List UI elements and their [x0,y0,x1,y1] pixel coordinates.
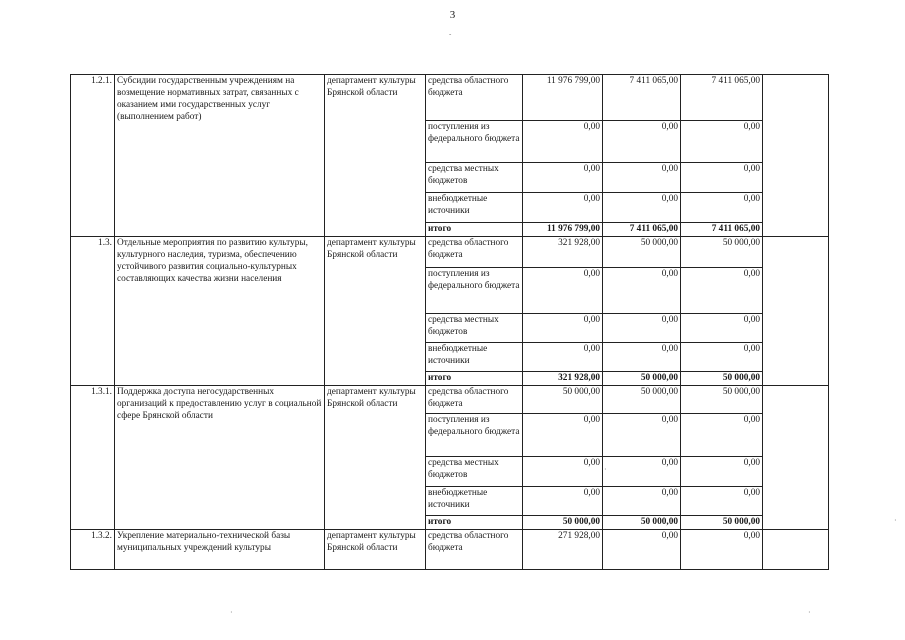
amount-year-1: 0,00 [523,313,603,342]
amount-year-1: 0,00 [523,413,603,456]
item-code: 1.3. [71,236,115,385]
item-name: Отдельные мероприятия по развитию культуры, культурного наследия, туризма, обеспечению устойчивого развития социально-культурных составляющих качества жизни населения [115,236,325,385]
item-name: Укрепление материально-технической базы муниципальных учреждений культуры [115,529,325,569]
funding-source: средства областного бюджета [426,529,523,569]
total-year-1: 50 000,00 [523,515,603,529]
item-name: Субсидии государственным учреждениям на возмещение нормативных затрат, связанных с оказанием ими государственных услуг (выполнением работ) [115,75,325,237]
scan-speck: · [894,516,897,525]
total-year-3: 50 000,00 [681,371,763,385]
item-code: 1.3.2. [71,529,115,569]
item-executor: департамент культуры Брянской области [325,529,426,569]
amount-year-1: 0,00 [523,342,603,371]
table-row [71,236,829,267]
item-executor: департамент культуры Брянской области [325,236,426,385]
amount-year-2: 50 000,00 [603,385,681,413]
funding-source: поступления из федерального бюджета [426,267,523,313]
amount-year-3: 0,00 [681,456,763,486]
table-row [71,75,829,121]
page-tick-mark: - [449,30,452,38]
total-year-3: 7 411 065,00 [681,223,763,237]
amount-year-3: 0,00 [681,313,763,342]
amount-year-2: 7 411 065,00 [603,75,681,121]
amount-year-1: 0,00 [523,163,603,193]
amount-year-2: 0,00 [603,193,681,223]
amount-year-2: 0,00 [603,121,681,163]
funding-source: средства областного бюджета [426,385,523,413]
table-row [71,529,829,569]
amount-year-3: 0,00 [681,193,763,223]
amount-year-1: 11 976 799,00 [523,75,603,121]
funding-source: средства местных бюджетов [426,313,523,342]
amount-year-2: 50 000,00 [603,236,681,267]
total-year-1: 321 928,00 [523,371,603,385]
amount-year-1: 0,00 [523,267,603,313]
page-number: 3 [449,9,456,21]
total-label: итого [426,515,523,529]
amount-year-2: 0,00 [603,529,681,569]
amount-year-3: 0,00 [681,529,763,569]
funding-source: поступления из федерального бюджета [426,121,523,163]
amount-year-1: 321 928,00 [523,236,603,267]
amount-year-2: 0,00 [603,342,681,371]
amount-year-1: 271 928,00 [523,529,603,569]
funding-source: поступления из федерального бюджета [426,413,523,456]
total-label: итого [426,223,523,237]
amount-year-3: 0,00 [681,121,763,163]
table-row [71,385,829,413]
amount-year-2: 0,00 [603,486,681,515]
budget-table [70,74,829,570]
empty-column-cell [763,529,829,569]
funding-source: средства местных бюджетов [426,456,523,486]
funding-source: внебюджетные источники [426,342,523,371]
funding-source: средства местных бюджетов [426,163,523,193]
funding-source: внебюджетные источники [426,486,523,515]
amount-year-1: 0,00 [523,193,603,223]
total-year-1: 11 976 799,00 [523,223,603,237]
item-code: 1.2.1. [71,75,115,237]
total-year-2: 50 000,00 [603,515,681,529]
amount-year-2: 0,00 [603,267,681,313]
scan-speck: · [604,465,607,474]
amount-year-3: 7 411 065,00 [681,75,763,121]
amount-year-3: 50 000,00 [681,236,763,267]
funding-source: средства областного бюджета [426,75,523,121]
funding-source: внебюджетные источники [426,193,523,223]
item-executor: департамент культуры Брянской области [325,385,426,529]
amount-year-3: 0,00 [681,163,763,193]
scan-speck: · [230,608,233,617]
amount-year-2: 0,00 [603,456,681,486]
amount-year-1: 0,00 [523,121,603,163]
funding-source: средства областного бюджета [426,236,523,267]
amount-year-3: 0,00 [681,267,763,313]
total-year-2: 50 000,00 [603,371,681,385]
empty-column-cell [763,236,829,385]
total-year-2: 7 411 065,00 [603,223,681,237]
empty-column-cell [763,75,829,237]
empty-column-cell [763,385,829,529]
amount-year-2: 0,00 [603,313,681,342]
item-code: 1.3.1. [71,385,115,529]
amount-year-1: 50 000,00 [523,385,603,413]
amount-year-2: 0,00 [603,413,681,456]
amount-year-1: 0,00 [523,486,603,515]
amount-year-3: 0,00 [681,342,763,371]
amount-year-3: 50 000,00 [681,385,763,413]
total-label: итого [426,371,523,385]
amount-year-3: 0,00 [681,413,763,456]
item-executor: департамент культуры Брянской области [325,75,426,237]
amount-year-2: 0,00 [603,163,681,193]
amount-year-3: 0,00 [681,486,763,515]
total-year-3: 50 000,00 [681,515,763,529]
scan-speck: · [808,608,811,617]
item-name: Поддержка доступа негосударственных организаций к предоставлению услуг в социальной сфере Брянской области [115,385,325,529]
amount-year-1: 0,00 [523,456,603,486]
